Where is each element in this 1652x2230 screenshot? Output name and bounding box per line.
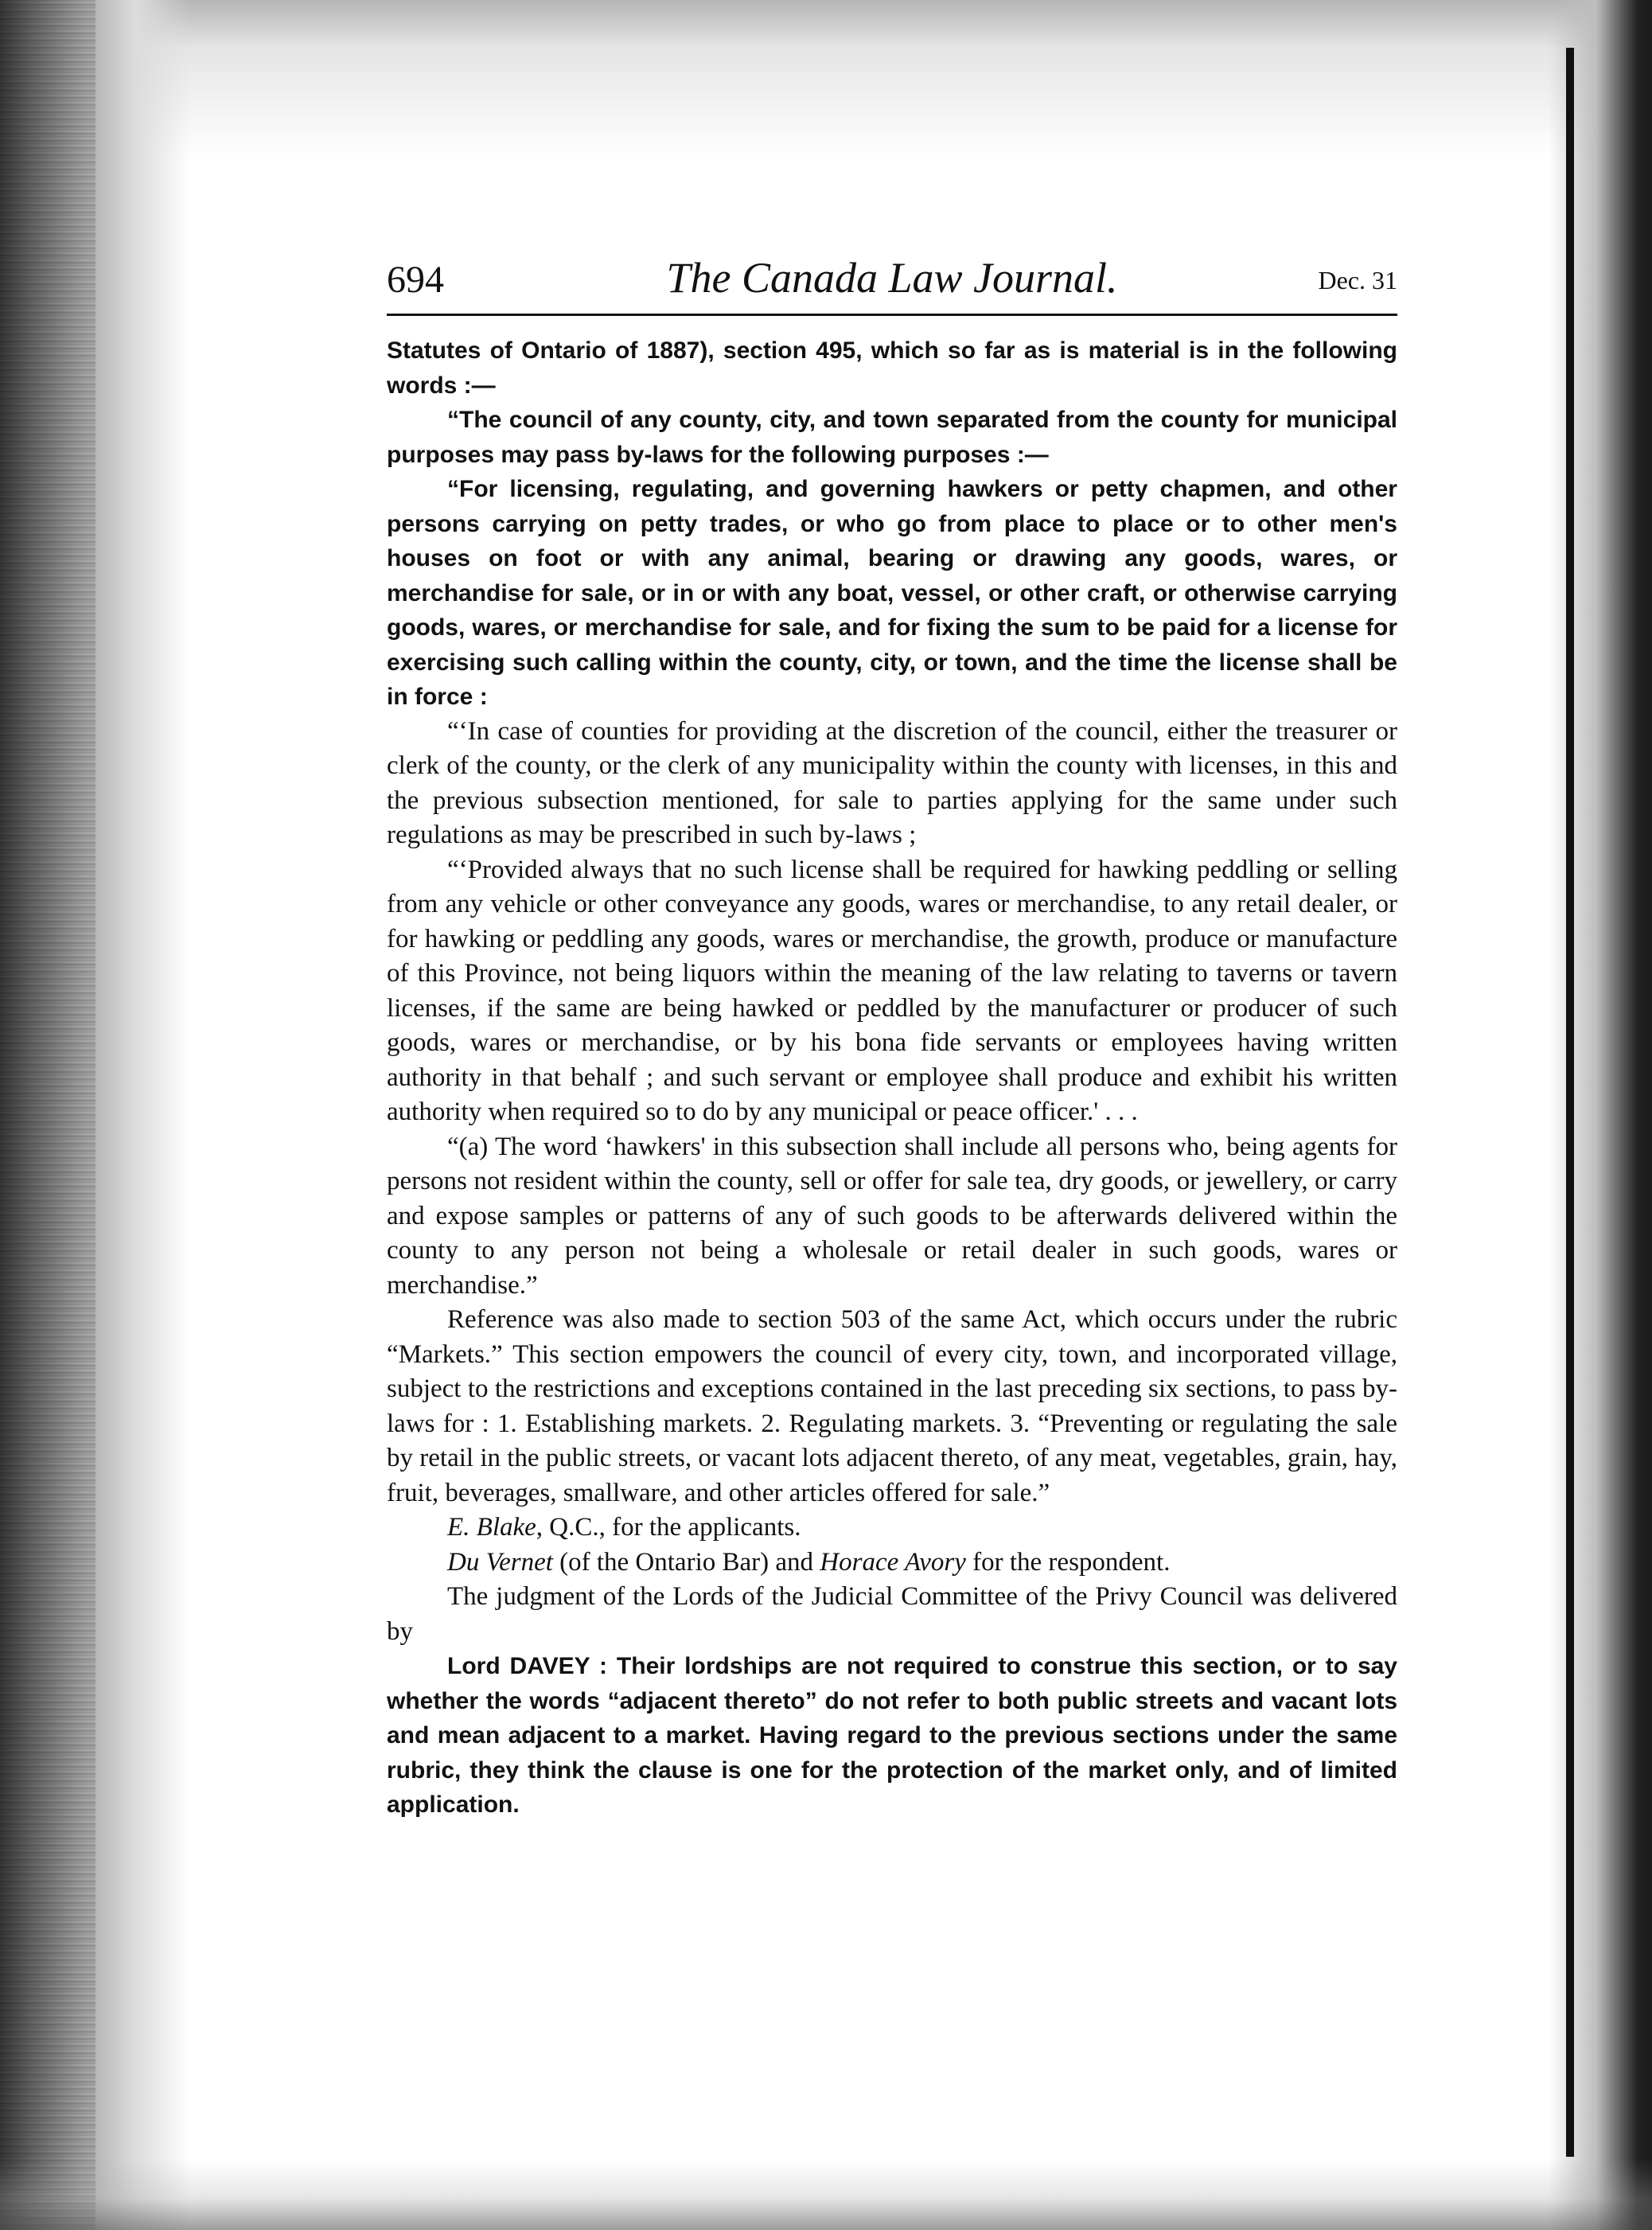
paragraph: “The council of any county, city, and town separated from the county for municipal purposes may pass by-laws for the following purposes :— <box>387 407 1397 468</box>
counsel-text: (of the Ontario Bar) and <box>552 1547 820 1577</box>
paragraph: “‘In case of counties for providing at the discretion of the council, either the treasurer or clerk of the county, or the clerk of any municipality within the county with licenses, in this and the previous subsection mentioned, for sale to parties applying for the same under such regulations as may be prescribed in such by-laws ; <box>387 716 1397 849</box>
page-number: 694 <box>387 259 444 301</box>
paragraph: Statutes of Ontario of 1887), section 495, which so far as is material is in the following words :— <box>387 337 1397 399</box>
counsel-text: , Q.C., for the applicants. <box>536 1513 801 1542</box>
scan-edge-right-line <box>1566 48 1574 2157</box>
article-body <box>387 333 1397 1823</box>
judgment-text: Lord DAVEY : Their lordships are not required to construe this section, or to say whether the words “adjacent thereto” do not refer to both public streets and vacant lots and mean adjacent to a market. Having regard to the previous sections under the same rubric, they think the clause is one for the protection of the market only, and of limited application. <box>387 1653 1397 1818</box>
paragraph: Reference was also made to section 503 of the same Act, which occurs under the rubric “Markets.” This section empowers the council of every city, town, and incorporated village, subject to the restrictions and exceptions contained in the last preceding six sections, to pass by-laws for : 1. Establishing markets. 2. Regulating markets. 3. “Preventing or regulating the sale by retail in the public streets, or vacant lots adjacent thereto, of any meat, vegetables, grain, hay, fruit, beverages, smallware, and other articles offered for sale.” <box>387 1305 1397 1507</box>
counsel-name: Horace Avory <box>820 1547 966 1577</box>
scan-edge-right <box>1549 0 1652 2230</box>
scan-noise-left <box>0 0 95 2230</box>
issue-date: Dec. 31 <box>1318 266 1397 294</box>
scan-edge-bottom <box>0 2158 1652 2230</box>
page-header <box>387 253 1397 316</box>
journal-title: The Canada Law Journal. <box>666 254 1118 302</box>
paragraph: “For licensing, regulating, and governing hawkers or petty chapmen, and other persons carrying on petty trades, or who go from place to place or to other men's houses on foot or with any animal, bearing or drawing any goods, wares, or merchandise for sale, or in or with any boat, vessel, or other craft, or otherwise carrying goods, wares, or merchandise for sale, and for fixing the sum to be paid for a license for exercising such calling within the county, city, or town, and the time the license shall be in force : <box>387 476 1397 710</box>
counsel-text: for the respondent. <box>965 1547 1171 1577</box>
journal-page <box>387 253 1397 1823</box>
counsel-applicants <box>387 1511 1397 1546</box>
counsel-name: E. Blake <box>447 1513 536 1542</box>
counsel-name: Du Vernet <box>447 1547 553 1577</box>
judgment-intro: The judgment of the Lords of the Judicial Committee of the Privy Council was delivered by <box>387 1582 1397 1646</box>
paragraph: “‘Provided always that no such license shall be required for hawking peddling or selling from any vehicle or other conveyance any goods, wares or merchandise, to any retail dealer, or for hawking or peddling any goods, wares or merchandise, the growth, produce or manufacture of this Province, not being liquors within the meaning of the law relating to taverns or tavern licenses, if the same are being hawked or peddled by the manufacturer or producer of such goods, wares or merchandise, or by his bona fide servants or employees having written authority in that behalf ; and such servant or employee shall produce and exhibit his written authority when required so to do by any municipal or peace officer.' . . . <box>387 855 1397 1126</box>
counsel-respondent <box>387 1546 1397 1581</box>
scan-edge-top <box>0 0 1652 159</box>
paragraph: “(a) The word ‘hawkers' in this subsection shall include all persons who, being agents for persons not resident within the county, sell or offer for sale tea, dry goods, or jewellery, or carry and expose samples or patterns of any of such goods to be afterwards delivered within the county to any person not being a wholesale or retail dealer in such goods, wares or merchandise.” <box>387 1132 1397 1300</box>
